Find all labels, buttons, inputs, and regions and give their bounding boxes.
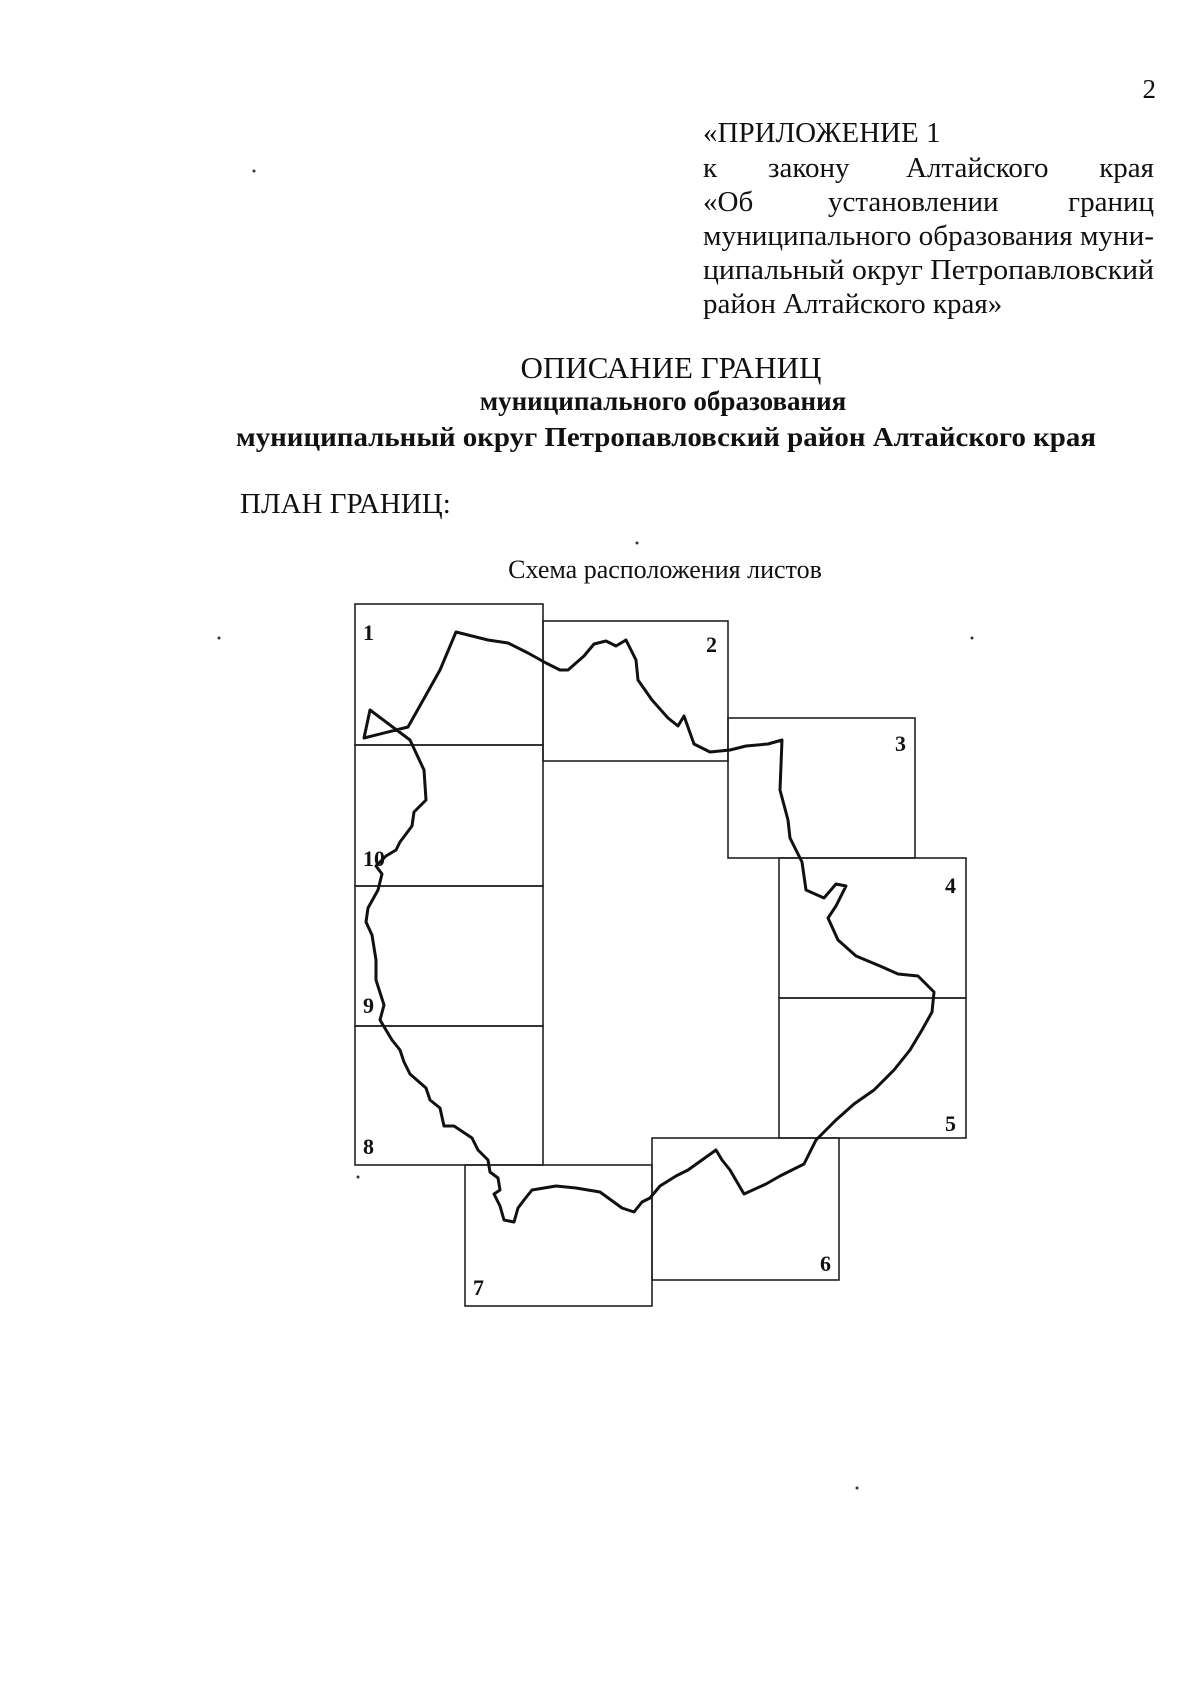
sheet-3 bbox=[728, 718, 915, 858]
scan-speck bbox=[253, 170, 256, 173]
sheet-number-3: 3 bbox=[895, 731, 906, 756]
scan-speck bbox=[218, 637, 221, 640]
sheet-5 bbox=[779, 998, 966, 1138]
appendix-line-6: район Алтайского края» bbox=[703, 288, 1003, 320]
sheet-number-7: 7 bbox=[473, 1275, 484, 1300]
sheet-number-8: 8 bbox=[363, 1134, 374, 1159]
appendix-line-3-word-2: установлении bbox=[828, 186, 999, 218]
appendix-line-1: «ПРИЛОЖЕНИЕ 1 bbox=[703, 117, 941, 149]
scan-speck bbox=[971, 637, 974, 640]
appendix-line-2-word-1: к bbox=[703, 152, 718, 184]
scheme-caption: Схема расположения листов bbox=[508, 555, 822, 584]
sheet-number-10: 10 bbox=[363, 846, 385, 871]
sheet-2 bbox=[543, 621, 728, 761]
sheet-number-6: 6 bbox=[820, 1251, 831, 1276]
sheet-6 bbox=[652, 1138, 839, 1280]
appendix-line-2-word-4: края bbox=[1099, 152, 1154, 184]
sheet-number-5: 5 bbox=[945, 1111, 956, 1136]
scan-speck bbox=[357, 1176, 360, 1179]
title-line-2: муниципального образования bbox=[479, 386, 847, 416]
sheet-number-2: 2 bbox=[706, 632, 717, 657]
sheet-number-1: 1 bbox=[363, 620, 374, 645]
appendix-line-5: ципальный округ Петропавловский bbox=[703, 254, 1154, 286]
sheet-number-9: 9 bbox=[363, 993, 374, 1018]
scan-speck bbox=[856, 1487, 859, 1490]
sheet-4 bbox=[779, 858, 966, 998]
district-boundary-line bbox=[364, 632, 934, 1222]
title-line-3: муниципальный округ Петропавловский район Алтайского края bbox=[236, 422, 1096, 452]
sheet-1 bbox=[355, 604, 543, 745]
appendix-line-3-word-1: «Об bbox=[703, 186, 754, 218]
appendix-line-3-word-3: границ bbox=[1068, 186, 1154, 218]
title-line-1: ОПИСАНИЕ ГРАНИЦ bbox=[520, 350, 822, 385]
sheet-8 bbox=[355, 1026, 543, 1165]
appendix-header bbox=[703, 117, 1154, 320]
sheet-number-4: 4 bbox=[945, 873, 956, 898]
plan-label: ПЛАН ГРАНИЦ: bbox=[240, 488, 451, 520]
appendix-line-2-word-3: Алтайского bbox=[906, 152, 1049, 184]
document-title bbox=[236, 350, 1096, 452]
page-number: 2 bbox=[1142, 74, 1156, 104]
appendix-line-4: муниципального образования муни- bbox=[703, 220, 1154, 252]
scan-speck bbox=[636, 542, 639, 545]
appendix-line-2-word-2: закону bbox=[768, 152, 850, 184]
